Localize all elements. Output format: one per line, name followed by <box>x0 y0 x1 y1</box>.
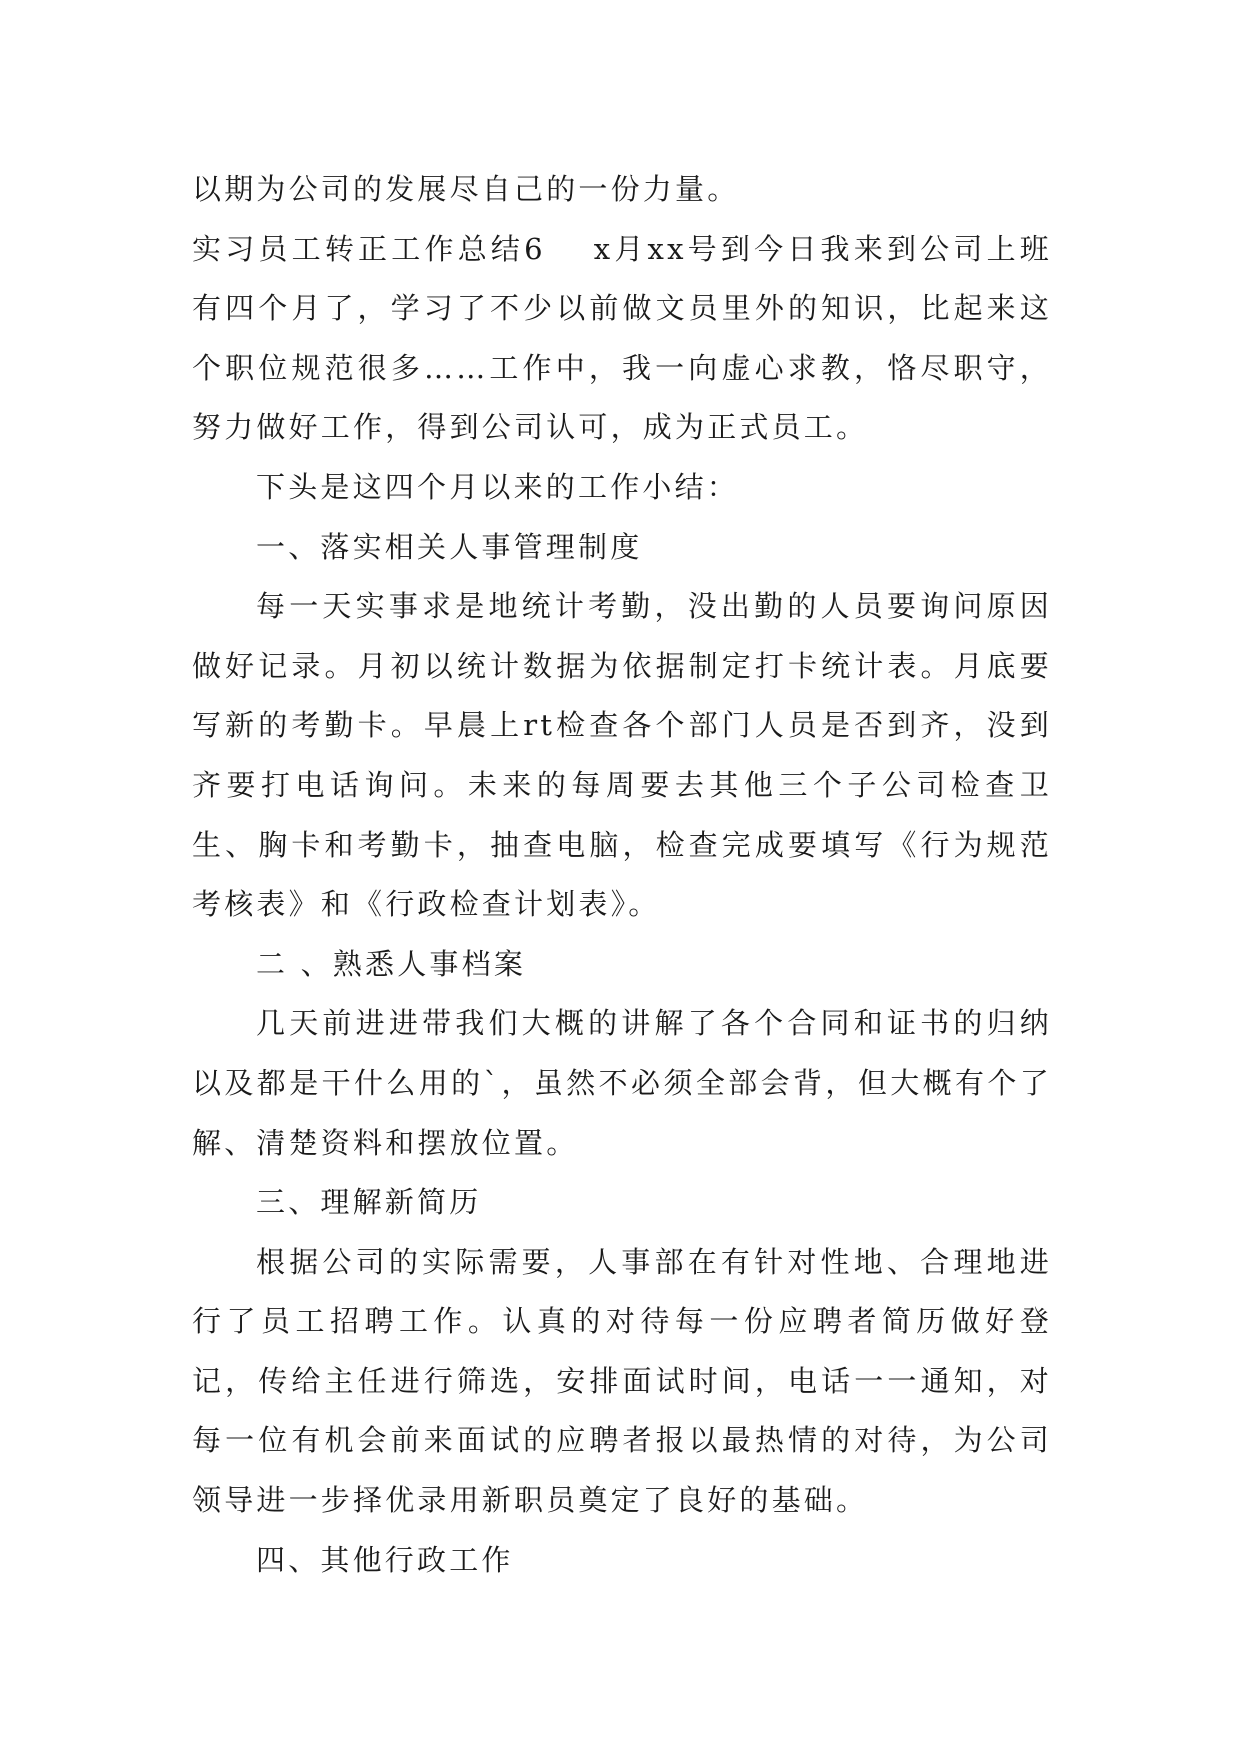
section-body-3: 根据公司的实际需要，人事部在有针对性地、合理地进行了员工招聘工作。认真的对待每一份应聘者简历做好登记，传给主任进行筛选，安排面试时间，电话一一通知，对每一位有机会前来面试的应聘者报以最热情的对待，为公司领导进一步择优录用新职员奠定了良好的基础。 <box>192 1244 1052 1518</box>
section-heading-2: 二 、熟悉人事档案 <box>256 946 527 981</box>
intro-text: x月xx号到今日我来到公司上班有四个月了，学习了不少以前做文员里外的知识，比起来这个职位规范很多……工作中，我一向虚心求教，恪尽职守，努力做好工作，得到公司认可，成为正式员工。 <box>192 231 1052 445</box>
section-body-2: 几天前进进带我们大概的讲解了各个合同和证书的归纳以及都是干什么用的`，虽然不必须全部会背，但大概有个了解、清楚资料和摆放位置。 <box>192 1006 1052 1160</box>
section-heading-3: 三、理解新简历 <box>256 1185 482 1220</box>
section-heading-1: 一、落实相关人事管理制度 <box>256 529 643 564</box>
document-body <box>192 160 1052 1590</box>
section-title: 实习员工转正工作总结6 <box>192 231 546 266</box>
opening-line: 以期为公司的发展尽自己的一份力量。 <box>192 172 740 206</box>
section-body-1: 每一天实事求是地统计考勤，没出勤的人员要询问原因做好记录。月初以统计数据为依据制定打卡统计表。月底要写新的考勤卡。早晨上rt检查各个部门人员是否到齐，没到齐要打电话询问。未来的每周要去其他三个子公司检查卫生、胸卡和考勤卡，抽查电脑，检查完成要填写《行为规范考核表》和《行政检查计划表》。 <box>192 589 1052 922</box>
section-heading-4: 四、其他行政工作 <box>256 1542 514 1577</box>
section-intro-paragraph <box>192 220 1052 458</box>
summary-lead: 下头是这四个月以来的工作小结： <box>256 469 740 504</box>
